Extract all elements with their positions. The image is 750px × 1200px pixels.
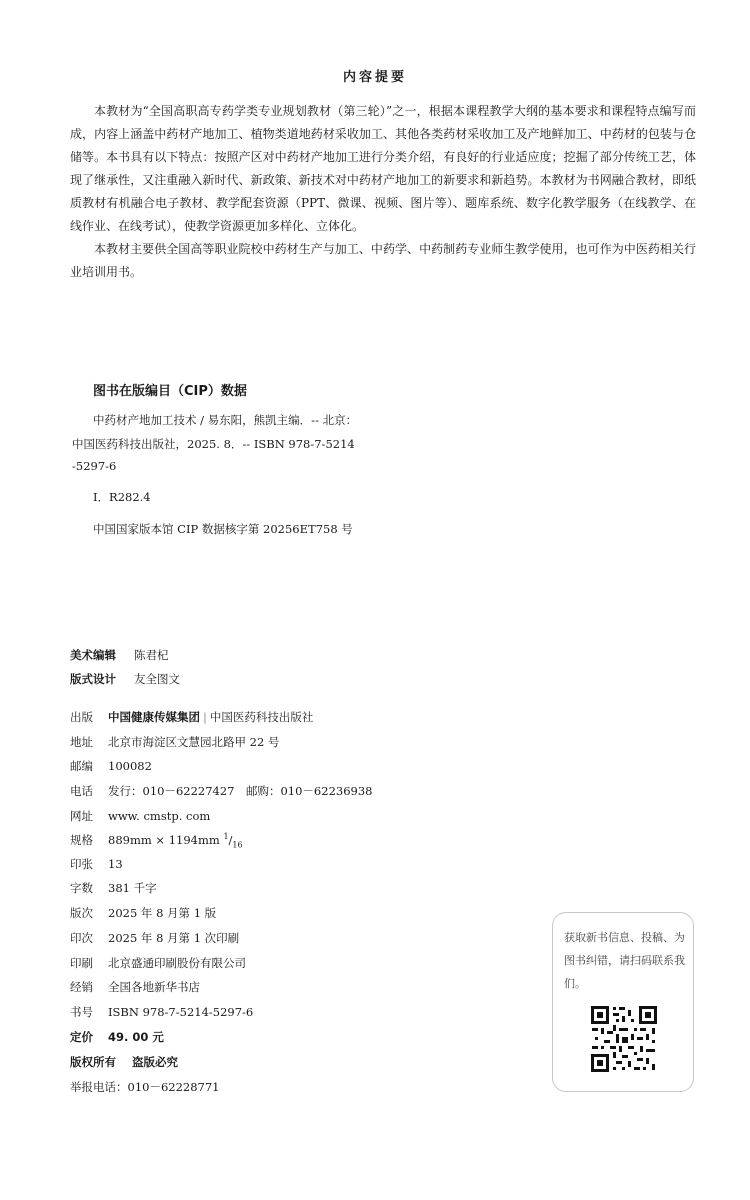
credit-value: 友全图文: [134, 672, 180, 686]
cip-title-line: 中药材产地加工技术 / 易东阳，熊凯主编．-- 北京：: [93, 413, 358, 427]
credit-label: 版式设计: [70, 672, 116, 686]
credit-value: 陈君杞: [134, 648, 169, 662]
divider: |: [203, 710, 207, 724]
cip-record-number: 中国国家版本馆 CIP 数据核字第 20256ET758 号: [93, 522, 353, 536]
qr-caption: 获取新书信息、投稿、为图书纠错，请扫码联系我们。: [564, 931, 685, 990]
info-postcode: [70, 758, 152, 774]
info-address: [70, 734, 279, 750]
info-value: 北京盛通印刷股份有限公司: [108, 956, 246, 970]
info-label: 网址: [70, 809, 93, 823]
format-fraction-denominator: 16: [232, 840, 243, 850]
info-label: 出版: [70, 710, 93, 724]
info-publisher: [70, 709, 313, 725]
info-format: 规格 889mm × 1194mm $^1/_{16}$: [70, 832, 243, 850]
info-value: 889mm × 1194mm: [108, 833, 220, 847]
qr-contact-card: [552, 912, 694, 1092]
summary-title: 内容提要: [342, 70, 407, 85]
info-value: 2025 年 8 月第 1 次印刷: [108, 931, 240, 945]
info-label: 定价: [70, 1030, 93, 1044]
info-report-phone: [70, 1079, 219, 1095]
info-label: 地址: [70, 735, 93, 749]
info-edition: [70, 905, 216, 921]
info-label: 版次: [70, 906, 93, 920]
info-value: 举报电话：010－62228771: [70, 1080, 220, 1094]
cip-heading: 图书在版编目（CIP）数据: [93, 384, 247, 399]
info-value: www. cmstp. com: [108, 809, 211, 823]
summary-paragraph: 本教材主要供全国高等职业院校中药材生产与加工、中药学、中药制药专业师生教学使用，也可作为中医药相关行业培训用书。: [70, 242, 696, 279]
credit-art-editor: [70, 647, 169, 663]
info-distributor: [70, 979, 200, 995]
info-value: ISBN 978-7-5214-5297-6: [108, 1005, 254, 1019]
cip-publisher-line: 中国医药科技出版社，2025. 8．-- ISBN 978-7-5214: [72, 437, 355, 451]
info-label: 经销: [70, 980, 93, 994]
qr-code-icon[interactable]: [589, 1004, 659, 1074]
format-fraction-numerator: 1: [223, 832, 229, 842]
info-label: 规格: [70, 833, 93, 847]
info-label: 印次: [70, 931, 93, 945]
info-value: 49. 00 元: [108, 1030, 164, 1044]
info-phone: [70, 783, 372, 799]
info-word-count: [70, 880, 157, 896]
publisher-name: 中国医药科技出版社: [209, 710, 314, 724]
info-sheets: [70, 856, 123, 872]
info-value: 盗版必究: [132, 1055, 178, 1069]
info-label: 印刷: [70, 956, 93, 970]
info-label: 印张: [70, 857, 93, 871]
info-website: [70, 808, 210, 824]
info-value: 北京市海淀区文慧园北路甲 22 号: [108, 735, 280, 749]
info-label: 版权所有: [70, 1055, 116, 1069]
info-printer: [70, 955, 246, 971]
info-printing: [70, 930, 239, 946]
cip-classification: Ⅰ．R282.4: [93, 490, 151, 504]
info-value: 100082: [108, 759, 152, 773]
credit-layout-design: [70, 671, 180, 687]
publisher-group: 中国健康传媒集团: [108, 710, 200, 724]
info-price: [70, 1029, 164, 1045]
info-label: 电话: [70, 784, 93, 798]
info-value: 381 千字: [108, 881, 157, 895]
info-value: 2025 年 8 月第 1 版: [108, 906, 217, 920]
info-label: 字数: [70, 881, 93, 895]
info-label: 邮编: [70, 759, 93, 773]
info-value: 全国各地新华书店: [108, 980, 200, 994]
info-isbn: [70, 1004, 253, 1020]
summary-paragraph: 本教材为“全国高职高专药学类专业规划教材（第三轮）”之一，根据本课程教学大纲的基本要求和课程特点编写而成，内容上涵盖中药材产地加工、植物类道地药材采收加工、其他各类药材采收加工及产地鲜加工、中药材的包装与仓储等。本书具有以下特点：按照产区对中药材产地加工进行分类介绍，有良好的行业适应度；挖掘了部分传统工艺，体现了继承性，又注重融入新时代、新政策、新技术对中药材产地加工的新要求和新趋势。本教材为书网融合教材，即纸质教材有机融合电子教材、教学配套资源（PPT、微课、视频、图片等）、题库系统、数字化教学服务（在线教学、在线作业、在线考试），使教学资源更加多样化、立体化。: [70, 104, 696, 233]
cip-isbn-continued: -5297-6: [72, 459, 117, 473]
credit-label: 美术编辑: [70, 648, 116, 662]
info-value: 13: [108, 857, 123, 871]
info-copyright: [70, 1054, 178, 1070]
summary-body: [70, 100, 696, 284]
info-label: 书号: [70, 1005, 93, 1019]
info-value: 发行：010－62227427 邮购：010－62236938: [108, 784, 373, 798]
